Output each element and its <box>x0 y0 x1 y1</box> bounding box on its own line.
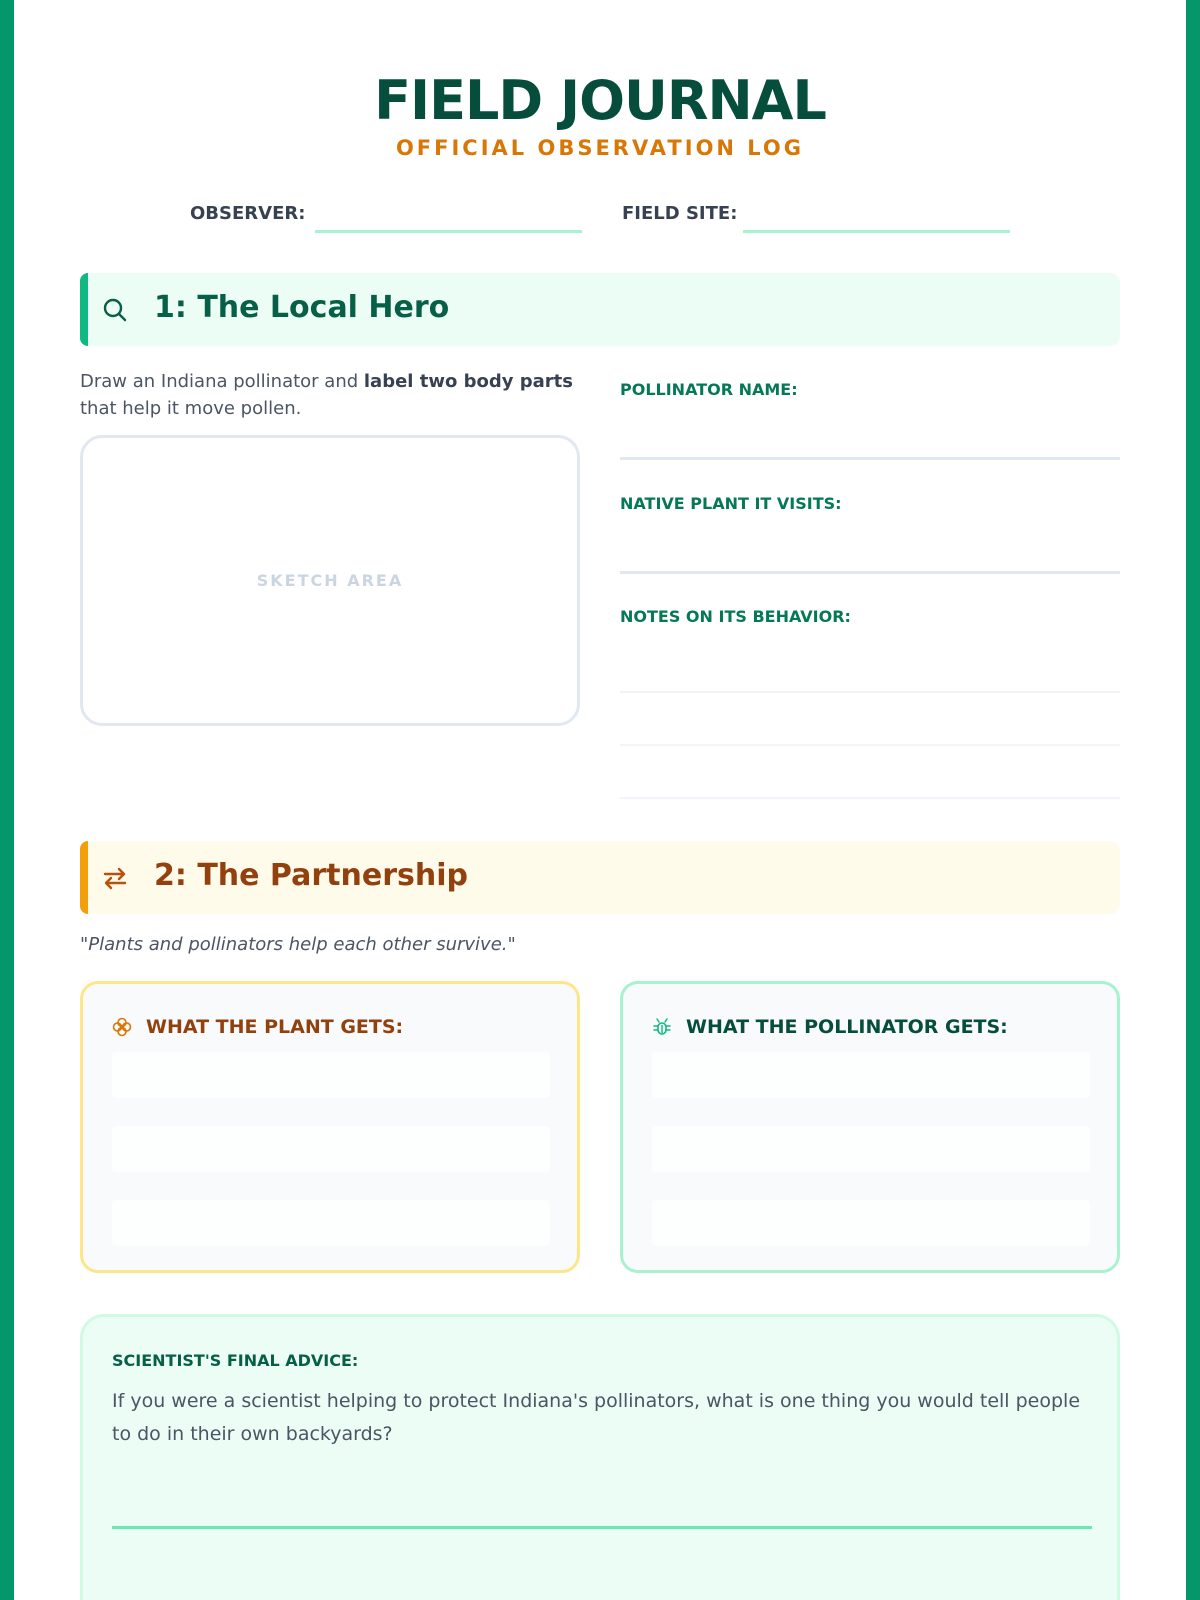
plant-answer-line[interactable] <box>112 1126 550 1172</box>
field-site-label: FIELD SITE: <box>622 203 738 224</box>
section-accent-bar <box>80 841 88 914</box>
pollinator-name-field[interactable] <box>620 457 1120 460</box>
final-advice-box <box>80 1314 1120 1600</box>
native-plant-field[interactable] <box>620 571 1120 574</box>
pollinator-answer-line[interactable] <box>652 1052 1090 1098</box>
journal-sheet <box>14 0 1186 1600</box>
observer-field[interactable] <box>315 230 582 233</box>
native-plant-label: NATIVE PLANT IT VISITS: <box>620 494 842 513</box>
behavior-notes-line[interactable] <box>620 744 1120 746</box>
search-icon <box>102 297 128 323</box>
flower-icon <box>112 1017 132 1037</box>
instruction-text-end: that help it move pollen. <box>80 398 302 419</box>
pollinator-gets-label: WHAT THE POLLINATOR GETS: <box>686 1016 1008 1038</box>
behavior-notes-line[interactable] <box>620 797 1120 799</box>
bug-icon <box>652 1017 672 1037</box>
page-title: FIELD JOURNAL <box>374 69 826 132</box>
final-advice-label: SCIENTIST'S FINAL ADVICE: <box>112 1351 359 1370</box>
field-site-field[interactable] <box>743 230 1010 233</box>
pollinator-gets-header <box>652 1016 1008 1038</box>
section-heading: 2: The Partnership <box>154 858 468 893</box>
journal-header <box>14 70 1186 160</box>
sketch-instructions <box>80 368 580 422</box>
plant-answer-line[interactable] <box>112 1052 550 1098</box>
pollinator-answer-line[interactable] <box>652 1200 1090 1246</box>
section-partnership-header <box>80 841 1120 914</box>
pollinator-name-label: POLLINATOR NAME: <box>620 380 798 399</box>
swap-arrows-icon <box>102 865 128 891</box>
plant-gets-label: WHAT THE PLANT GETS: <box>146 1016 404 1038</box>
instruction-text: Draw an Indiana pollinator and <box>80 371 364 392</box>
sketch-area[interactable] <box>80 435 580 726</box>
plant-gets-header <box>112 1016 403 1038</box>
pollinator-gets-box <box>620 981 1120 1273</box>
instruction-emphasis: label two body parts <box>363 371 573 392</box>
partnership-quote: "Plants and pollinators help each other survive." <box>80 934 516 955</box>
section-accent-bar <box>80 273 88 346</box>
observer-label: OBSERVER: <box>190 203 306 224</box>
sketch-area-label: SKETCH AREA <box>256 571 404 590</box>
section-local-hero-header <box>80 273 1120 346</box>
behavior-notes-label: NOTES ON ITS BEHAVIOR: <box>620 607 851 626</box>
section-heading: 1: The Local Hero <box>154 290 450 325</box>
plant-gets-box <box>80 981 580 1273</box>
page-subtitle: OFFICIAL OBSERVATION LOG <box>395 136 805 160</box>
final-advice-prompt: If you were a scientist helping to protect Indiana's pollinators, what is one thing you would tell people to do in their own backyards? <box>112 1390 1081 1445</box>
behavior-notes-line[interactable] <box>620 691 1120 693</box>
plant-answer-line[interactable] <box>112 1200 550 1246</box>
final-advice-answer-line[interactable] <box>112 1526 1092 1529</box>
pollinator-answer-line[interactable] <box>652 1126 1090 1172</box>
meta-row <box>14 200 1186 234</box>
